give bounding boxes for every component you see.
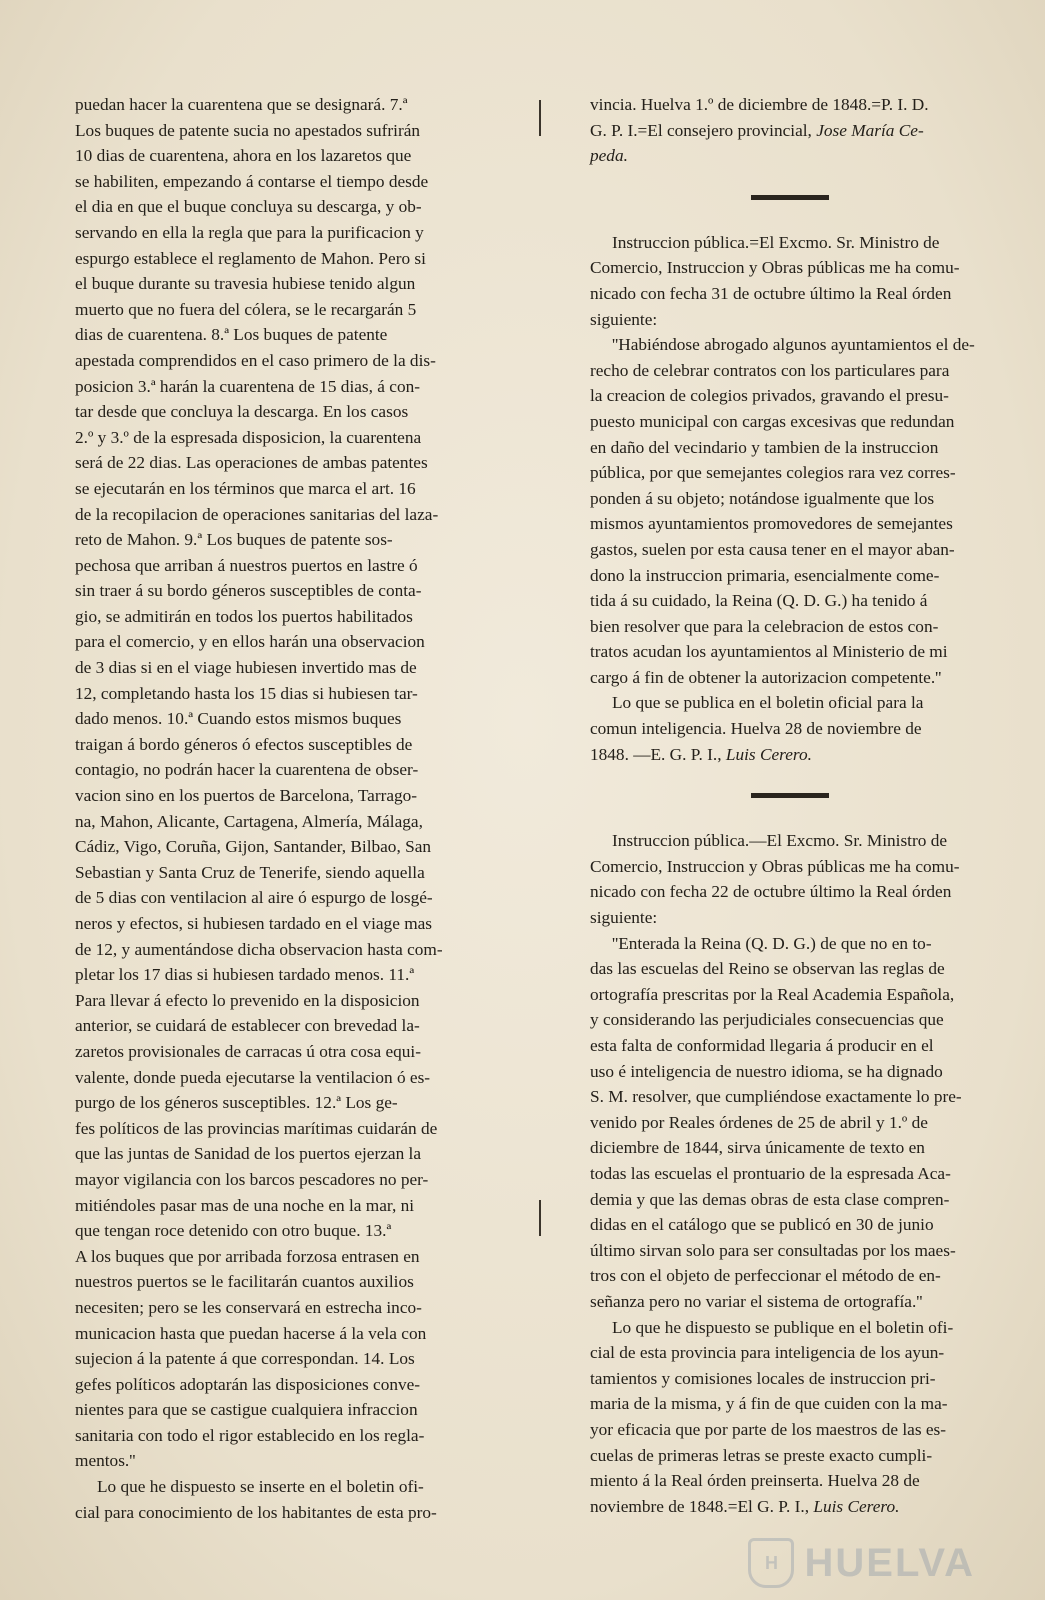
text-line-content: Instruccion pública.=El Excmo. Sr. Ministro de (612, 232, 940, 252)
text-line (590, 537, 990, 563)
signature-name: Jose María Ce- (816, 120, 924, 140)
text-line: A los buques que por arribada forzosa entrasen en (75, 1246, 420, 1266)
text-line: mayor vigilancia con los barcos pescadores no per- (75, 1169, 429, 1189)
text-line: sin traer á su bordo géneros susceptibles de conta- (75, 581, 422, 601)
text-line (590, 931, 990, 957)
text-line (590, 690, 990, 716)
text-line: dado menos. 10.ª Cuando estos mismos buques (75, 709, 402, 729)
text-line: valente, donde pueda ejecutarse la ventilacion ó es- (75, 1067, 431, 1087)
text-line-content: gastos, suelen por esta causa tener en el mayor aban- (590, 539, 955, 559)
text-line-content: siguiente: (590, 908, 658, 928)
text-line: zaretos provisionales de carracas ú otra cosa equi- (75, 1041, 421, 1061)
text-line: sujecion á la patente á que correspondan. 14. Los (75, 1349, 415, 1369)
right-column (590, 92, 990, 1519)
text-line (590, 1263, 990, 1289)
text-line: neros y efectos, si hubiesen tardado en el viage mas (75, 914, 433, 933)
text-line: sanitaria con todo el rigor establecido en los regla- (75, 1425, 425, 1445)
text-line-content: y considerando las perjudiciales consecuencias que (590, 1010, 944, 1030)
text-line (590, 716, 990, 742)
text-line: municacion hasta que puedan hacerse á la vela con (75, 1323, 427, 1343)
signature-name: Luis Cerero. (725, 744, 812, 764)
text-line (590, 460, 990, 486)
section-divider (751, 793, 829, 798)
text-line-content: tros con el objeto de perfeccionar el método de en- (590, 1266, 941, 1286)
text-line-content: Instruccion pública.—El Excmo. Sr. Ministro de (612, 831, 948, 851)
text-line-content: Lo que se publica en el boletin oficial para la (612, 693, 924, 713)
text-line (590, 511, 990, 537)
text-line-content: recho de celebrar contratos con los particulares para (590, 360, 950, 380)
text-line (590, 665, 990, 691)
text-line: Sebastian y Santa Cruz de Tenerife, siendo aquella (75, 862, 425, 882)
text-line-content: mismos ayuntamientos promovedores de semejantes (590, 514, 953, 534)
text-line: muerto que no fuera del cólera, se le recargarán 5 (75, 299, 417, 319)
text-line: pechosa que arriban á nuestros puertos en lastre ó (75, 555, 418, 575)
signature-name: Luis Cerero. (813, 1496, 900, 1516)
text-line: de 5 dias con ventilacion al aire ó espurgo de losgé- (75, 888, 433, 908)
right-intro-line: vincia. Huelva 1.º de diciembre de 1848.=P. I. D. (590, 95, 929, 114)
text-line-content: cial de esta provincia para inteligencia de los ayun- (590, 1343, 945, 1363)
text-line-content: demia y que las demas obras de esta clase compren- (590, 1189, 950, 1209)
text-line-content: último sirvan solo para ser consultadas por los maes- (590, 1240, 956, 1260)
text-line (590, 486, 990, 512)
text-line-content: tratos acudan los ayuntamientos al Ministerio de mi (590, 642, 948, 662)
text-line: para el comercio, y en ellos harán una observacion (75, 632, 425, 652)
text-line: anterior, se cuidará de establecer con brevedad la- (75, 1016, 420, 1036)
text-line (590, 281, 990, 307)
text-line (590, 879, 990, 905)
section-divider (751, 195, 829, 200)
text-line (590, 1135, 990, 1161)
text-line: na, Mahon, Alicante, Cartagena, Almería, Málaga, (75, 811, 423, 831)
text-line: gio, se admitirán en todos los puertos habilitados (75, 606, 413, 626)
text-line: Lo que he dispuesto se inserte en el boletin ofi- (97, 1477, 424, 1497)
text-line (590, 1366, 990, 1392)
text-line-content: nicado con fecha 22 de octubre último la Real órden (590, 882, 952, 902)
text-line-content: tida á su cuidado, la Reina (Q. D. G.) ha tenido á (590, 591, 928, 611)
text-line-content: didas en el catálogo que se publicó en 30 de junio (590, 1215, 934, 1235)
text-line: Para llevar á efecto lo prevenido en la disposicion (75, 990, 420, 1010)
text-line (590, 828, 990, 854)
text-line (590, 1315, 990, 1341)
text-line (590, 435, 990, 461)
text-line-content: S. M. resolver, que cumpliéndose exactamente lo pre- (590, 1087, 962, 1107)
text-line: pletar los 17 dias si hubiesen tardado menos. 11.ª (75, 965, 415, 985)
text-line: mentos.'' (75, 1451, 136, 1471)
text-line: 10 dias de cuarentena, ahora en los lazaretos que (75, 146, 412, 166)
text-line (590, 1007, 990, 1033)
text-line: vacion sino en los puertos de Barcelona, Tarrago- (75, 786, 418, 806)
text-line: posicion 3.ª harán la cuarentena de 15 dias, á con- (75, 376, 420, 396)
text-line: necesiten; pero se les conservará en estrecha inco- (75, 1297, 422, 1317)
text-line: cial para conocimiento de los habitantes de esta pro- (75, 1502, 437, 1522)
text-line-content: das las escuelas del Reino se observan las reglas de (590, 959, 945, 979)
text-line: dias de cuarentena. 8.ª Los buques de patente (75, 325, 388, 345)
text-line: apestada comprendidos en el caso primero de la dis- (75, 350, 436, 370)
text-line: de 12, y aumentándose dicha observacion hasta com- (75, 939, 443, 959)
text-line-content: esta falta de conformidad llegaria á producir en el (590, 1036, 934, 1055)
text-line (590, 1161, 990, 1187)
text-line (590, 639, 990, 665)
text-line-content: miento á la Real órden preinserta. Huelva 28 de (590, 1471, 920, 1491)
text-line (590, 614, 990, 640)
text-line (590, 1417, 990, 1443)
text-line-content: señanza pero no variar el sistema de ortografía.'' (590, 1291, 923, 1311)
text-line: fes políticos de las provincias marítimas cuidarán de (75, 1118, 438, 1138)
text-line-content: cuelas de primeras letras se preste exacto cumpli- (590, 1445, 933, 1465)
text-line (590, 588, 990, 614)
text-line-content: la creacion de colegios privados, gravando el presu- (590, 386, 949, 406)
text-line: gefes políticos adoptarán las disposiciones conve- (75, 1374, 421, 1394)
text-line (590, 230, 990, 256)
shield-icon: H (748, 1538, 794, 1588)
text-line: el dia en que el buque concluya su descarga, y ob- (75, 197, 422, 217)
text-line: nientes para que se castigue cualquiera infraccion (75, 1400, 418, 1420)
archive-watermark (748, 1538, 975, 1588)
text-line-content: nicado con fecha 31 de octubre último la Real órden (590, 283, 952, 303)
text-line: que tengan roce detenido con otro buque. 13.ª (75, 1221, 392, 1241)
signature-name: peda. (590, 146, 628, 166)
text-line (590, 1059, 990, 1085)
text-line (590, 1084, 990, 1110)
text-line (590, 383, 990, 409)
watermark-text: HUELVA (804, 1540, 975, 1585)
text-line: mitiéndoles pasar mas de una noche en la mar, ni (75, 1195, 415, 1215)
text-line (590, 307, 990, 333)
text-line: que las juntas de Sanidad de los puertos ejerzan la (75, 1144, 421, 1164)
text-line (590, 1033, 990, 1059)
text-line-content: tamientos y comisiones locales de instruccion pri- (590, 1368, 936, 1388)
text-line-content: bien resolver que para la celebracion de estos con- (590, 616, 939, 636)
text-line: 12, completando hasta los 15 dias si hubiesen tar- (75, 683, 418, 703)
text-line-content: noviembre de 1848.=El G. P. I., (590, 1496, 810, 1516)
text-line: se habiliten, empezando á contarse el tiempo desde (75, 171, 429, 191)
text-line (590, 1468, 990, 1494)
column-divider-top (539, 100, 541, 136)
text-line (590, 1494, 990, 1520)
text-line-content: en daño del vecindario y tambien de la instruccion (590, 437, 939, 457)
text-line: Cádiz, Vigo, Coruña, Gijon, Santander, Bilbao, San (75, 837, 432, 857)
column-divider-bottom (539, 1200, 541, 1236)
text-line-content: ponden á su objeto; notándose igualmente que los (590, 488, 935, 508)
text-line-content: ''Enterada la Reina (Q. D. G.) de que no en to- (612, 933, 932, 953)
text-line-content: 1848. —E. G. P. I., (590, 744, 722, 764)
text-line-content: pública, por que semejantes colegios rara vez corres- (590, 463, 956, 483)
text-line: el buque durante su travesia hubiese tenido algun (75, 274, 416, 294)
text-line: puedan hacer la cuarentena que se designará. 7.ª (75, 95, 408, 114)
text-line (590, 1110, 990, 1136)
text-line: servando en ella la regla que para la purificacion y (75, 222, 424, 242)
text-line: nuestros puertos se le facilitarán cuantos auxilios (75, 1272, 414, 1292)
text-line-content: dono la instruccion primaria, esencialmente come- (590, 565, 940, 585)
text-line-content: puesto municipal con cargas excesivas que redundan (590, 411, 955, 431)
text-line (590, 1238, 990, 1264)
text-line (590, 742, 990, 768)
text-line (590, 1443, 990, 1469)
right-intro-line: G. P. I.=El consejero provincial, Jose María Ce- (590, 120, 924, 140)
text-line (590, 255, 990, 281)
text-line (590, 956, 990, 982)
text-line: será de 22 dias. Las operaciones de ambas patentes (75, 453, 428, 473)
text-line-content: todas las escuelas el prontuario de la espresada Aca- (590, 1163, 951, 1183)
text-line: purgo de los géneros susceptibles. 12.ª Los ge- (75, 1093, 398, 1113)
text-line (590, 982, 990, 1008)
text-line: tar desde que concluya la descarga. En los casos (75, 402, 409, 422)
left-column (75, 92, 493, 1525)
text-line (590, 1187, 990, 1213)
text-line-content: ortografía prescritas por la Real Academia Española, (590, 984, 955, 1004)
text-line (590, 905, 990, 931)
text-line: de la recopilacion de operaciones sanitarias del laza- (75, 504, 439, 524)
text-line (590, 358, 990, 384)
notice-instruccion-publica-1 (590, 230, 990, 767)
text-line: de 3 dias si en el viage hubiesen invertido mas de (75, 658, 417, 678)
text-line (590, 563, 990, 589)
text-line-content: venido por Reales órdenes de 25 de abril y 1.º de (590, 1112, 928, 1132)
text-line (590, 409, 990, 435)
text-line-content: siguiente: (590, 309, 658, 329)
text-line-content: Comercio, Instruccion y Obras públicas me ha comu- (590, 258, 960, 278)
text-line: reto de Mahon. 9.ª Los buques de patente sos- (75, 530, 393, 550)
text-line (590, 1340, 990, 1366)
text-line (590, 854, 990, 880)
text-line-content: Comercio, Instruccion y Obras públicas me ha comu- (590, 856, 960, 876)
text-line (590, 1212, 990, 1238)
text-line: espurgo establece el reglamento de Mahon. Pero si (75, 248, 426, 268)
text-line-content: diciembre de 1844, sirva únicamente de texto en (590, 1138, 925, 1158)
text-line: se ejecutarán en los términos que marca el art. 16 (75, 478, 416, 498)
text-line: contagio, no podrán hacer la cuarentena de obser- (75, 760, 419, 780)
text-line (590, 1289, 990, 1315)
text-line-content: yor eficacia que por parte de los maestros de las es- (590, 1419, 947, 1439)
text-line-content: ''Habiéndose abrogado algunos ayuntamientos el de- (612, 335, 975, 355)
text-line-content: uso é inteligencia de nuestro idioma, se ha dignado (590, 1061, 943, 1081)
text-line-content: Lo que he dispuesto se publique en el boletin ofi- (612, 1317, 954, 1337)
text-line: traigan á bordo géneros ó efectos susceptibles de (75, 734, 413, 754)
notice-instruccion-publica-2 (590, 828, 990, 1519)
text-line-content: comun inteligencia. Huelva 28 de noviembre de (590, 719, 922, 739)
text-line: 2.º y 3.º de la espresada disposicion, la cuarentena (75, 427, 422, 447)
text-line-content: maria de la misma, y á fin de que cuiden con la ma- (590, 1394, 948, 1414)
text-line: Los buques de patente sucia no apestados sufrirán (75, 120, 421, 140)
text-line (590, 1391, 990, 1417)
text-line-content: cargo á fin de obtener la autorizacion competente.'' (590, 667, 942, 687)
text-line (590, 332, 990, 358)
